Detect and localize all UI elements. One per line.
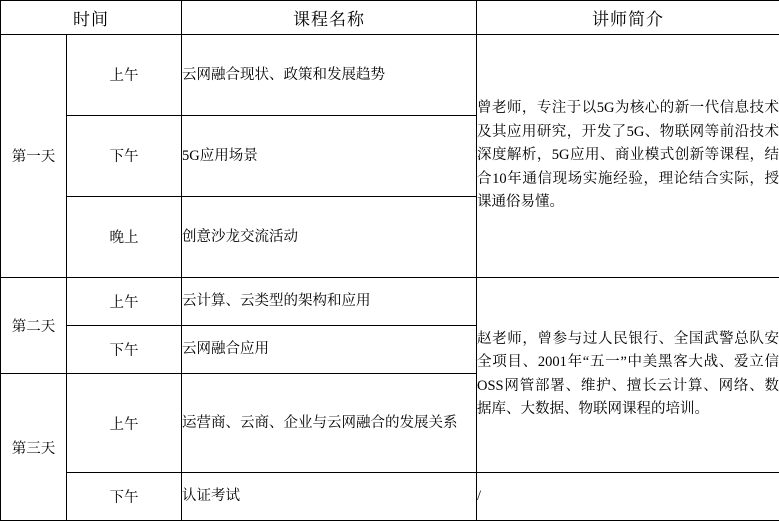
- slot-label: 下午: [67, 326, 182, 374]
- slot-label: 上午: [67, 35, 182, 116]
- header-instructor: 讲师简介: [477, 1, 779, 35]
- day-label-2: 第二天: [1, 277, 67, 373]
- table-header-row: [1, 1, 779, 35]
- slot-label: 下午: [67, 115, 182, 196]
- header-time: 时间: [1, 1, 182, 35]
- table-row: [1, 35, 779, 116]
- table-row: [1, 472, 779, 520]
- course-name: 5G应用场景: [182, 115, 477, 196]
- course-name: 云计算、云类型的架构和应用: [182, 277, 477, 325]
- instructor-bio-2: 赵老师，曾参与过人民银行、全国武警总队安全项目、2001年“五一”中美黑客大战、爱立信OSS网管部署、维护、擅长云计算、网络、数据库、大数据、物联网课程的培训。: [477, 277, 779, 472]
- instructor-bio-1: 曾老师，专注于以5G为核心的新一代信息技术及其应用研究，开发了5G、物联网等前沿技术深度解析，5G应用、商业模式创新等课程，结合10年通信现场实施经验，理论结合实际，授课通俗易懂。: [477, 35, 779, 278]
- slot-label: 上午: [67, 374, 182, 473]
- day-label-1: 第一天: [1, 35, 67, 278]
- day-label-3: 第三天: [1, 374, 67, 521]
- course-name: 运营商、云商、企业与云网融合的发展关系: [182, 374, 477, 473]
- course-name: 云网融合现状、政策和发展趋势: [182, 35, 477, 116]
- instructor-bio-3: /: [477, 472, 779, 520]
- course-name: 认证考试: [182, 472, 477, 520]
- slot-label: 晚上: [67, 196, 182, 277]
- header-course: 课程名称: [182, 1, 477, 35]
- table-row: [1, 277, 779, 325]
- slot-label: 下午: [67, 472, 182, 520]
- slot-label: 上午: [67, 277, 182, 325]
- course-name: 云网融合应用: [182, 326, 477, 374]
- course-name: 创意沙龙交流活动: [182, 196, 477, 277]
